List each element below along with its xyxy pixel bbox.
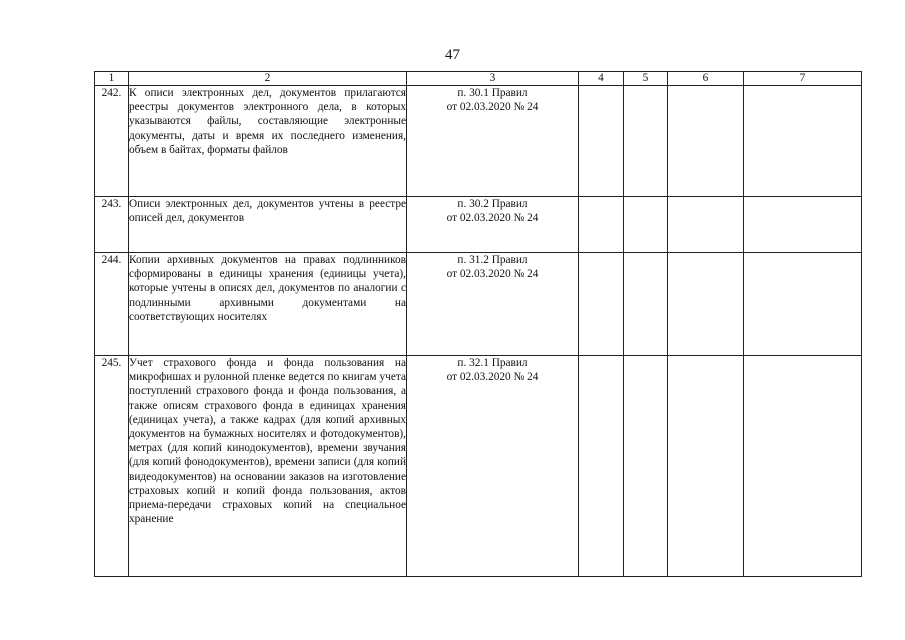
column-header-1: 1 bbox=[95, 72, 129, 86]
row-reference bbox=[407, 86, 579, 197]
empty-cell-col7 bbox=[744, 356, 862, 577]
checklist-table bbox=[94, 71, 862, 577]
reference-date: от 02.03.2020 № 24 bbox=[446, 371, 539, 384]
table-row-243 bbox=[95, 197, 862, 253]
column-header-3: 3 bbox=[407, 72, 579, 86]
page-number: 47 bbox=[445, 47, 460, 63]
empty-cell-col5 bbox=[624, 86, 668, 197]
table-row-245 bbox=[95, 356, 862, 577]
column-header-2: 2 bbox=[129, 72, 407, 86]
table-row-242 bbox=[95, 86, 862, 197]
row-number: 242. bbox=[95, 86, 129, 197]
empty-cell-col5 bbox=[624, 356, 668, 577]
empty-cell-col5 bbox=[624, 197, 668, 253]
empty-cell-col4 bbox=[579, 197, 624, 253]
row-description: Описи электронных дел, документов учтены в реестре описей дел, документов bbox=[129, 197, 407, 253]
table-row-244 bbox=[95, 253, 862, 356]
empty-cell-col4 bbox=[579, 253, 624, 356]
empty-cell-col7 bbox=[744, 253, 862, 356]
column-header-5: 5 bbox=[624, 72, 668, 86]
reference-clause: п. 31.2 Правил bbox=[457, 254, 528, 266]
empty-cell-col7 bbox=[744, 86, 862, 197]
reference-clause: п. 32.1 Правил bbox=[457, 357, 528, 369]
row-reference bbox=[407, 356, 579, 577]
column-header-6: 6 bbox=[668, 72, 744, 86]
empty-cell-col6 bbox=[668, 197, 744, 253]
row-number: 244. bbox=[95, 253, 129, 356]
empty-cell-col6 bbox=[668, 356, 744, 577]
empty-cell-col6 bbox=[668, 86, 744, 197]
reference-date: от 02.03.2020 № 24 bbox=[446, 268, 539, 281]
column-header-4: 4 bbox=[579, 72, 624, 86]
reference-date: от 02.03.2020 № 24 bbox=[446, 212, 539, 225]
row-reference bbox=[407, 197, 579, 253]
row-description: Копии архивных документов на правах подлинников сформированы в единицы хранения (единицы учета), которые учтены в описях дел, документов по аналогии с подлинными архивными документами на соответствующих носителях bbox=[129, 253, 407, 356]
empty-cell-col5 bbox=[624, 253, 668, 356]
reference-date: от 02.03.2020 № 24 bbox=[446, 101, 539, 114]
reference-clause: п. 30.2 Правил bbox=[457, 198, 528, 210]
empty-cell-col6 bbox=[668, 253, 744, 356]
empty-cell-col4 bbox=[579, 356, 624, 577]
reference-clause: п. 30.1 Правил bbox=[457, 87, 528, 99]
column-header-7: 7 bbox=[744, 72, 862, 86]
row-description: К описи электронных дел, документов прилагаются реестры документов электронного дела, в которых указываются файлы, составляющие электронные документы, даты и время их последнего изменения, объем в байтах, форматы файлов bbox=[129, 86, 407, 197]
table-header-row bbox=[95, 72, 862, 86]
row-reference bbox=[407, 253, 579, 356]
empty-cell-col4 bbox=[579, 86, 624, 197]
empty-cell-col7 bbox=[744, 197, 862, 253]
row-number: 243. bbox=[95, 197, 129, 253]
row-description: Учет страхового фонда и фонда пользования на микрофишах и рулонной пленке ведется по книгам учета поступлений страхового фонда и фонда пользования, а также описям страхового фонда в единицах хранения (единицах учета), а также кадрах (для копий архивных документов на бумажных носителях и фотодокументов), метрах (для копий кинодокументов), времени звучания (для копий фонодокументов), времени записи (для копий видеодокументов) на основании заказов на изготовление страховых копий и копий фонда пользования, актов приема-передачи страховых копий на специальное хранение bbox=[129, 356, 407, 577]
row-number: 245. bbox=[95, 356, 129, 577]
